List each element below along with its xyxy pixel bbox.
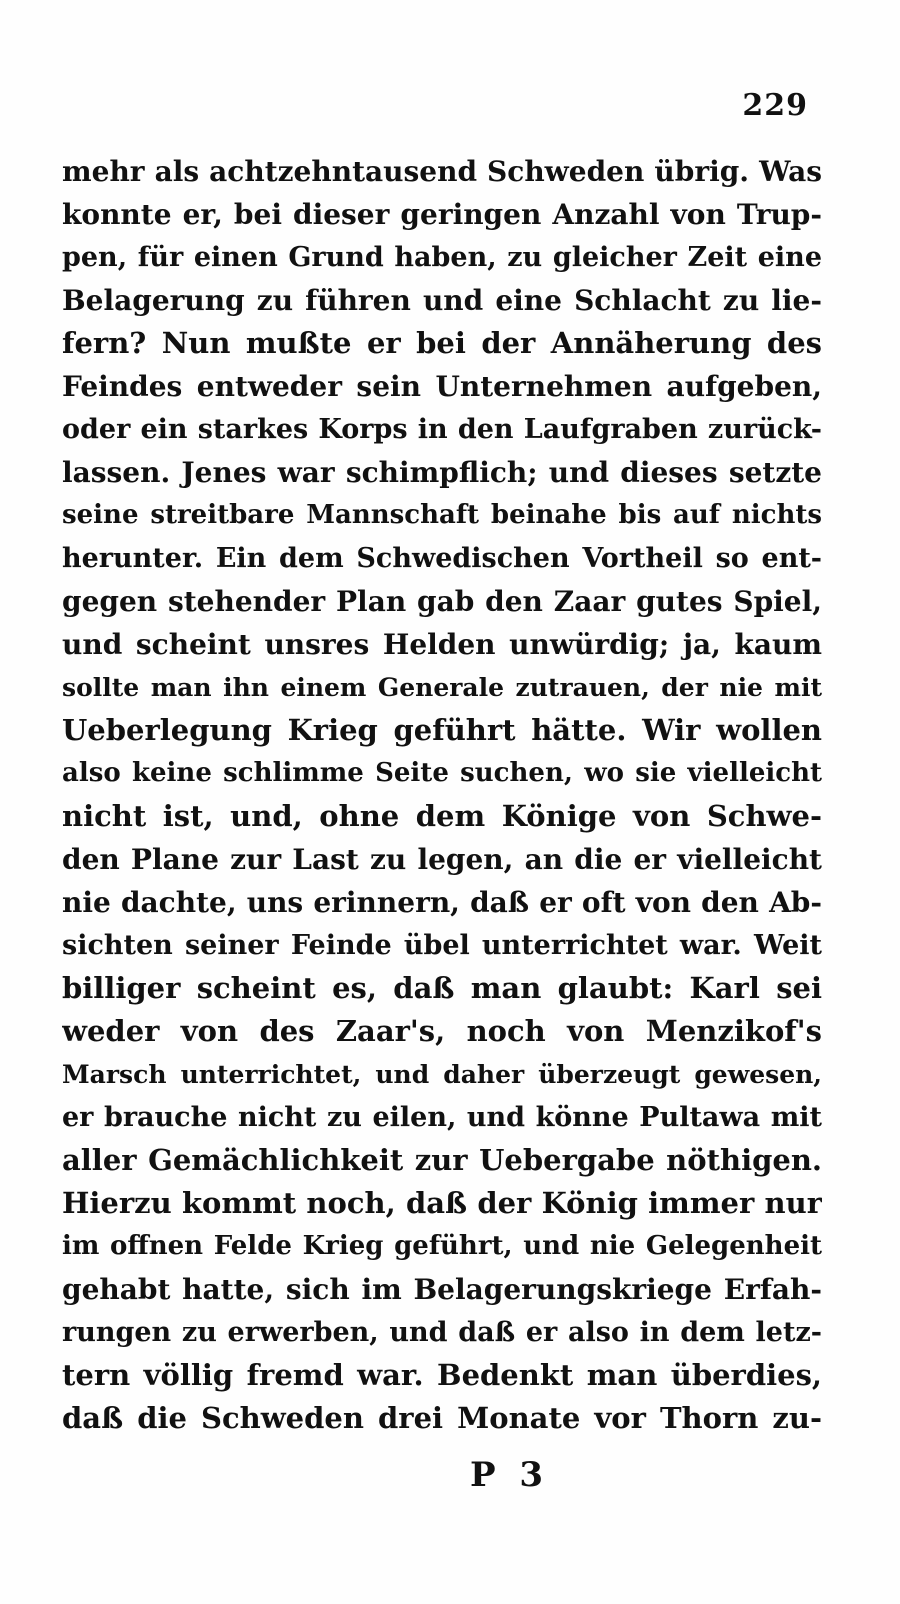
text-line: gehabt hatte, sich im Belagerungskriege Erfah- bbox=[62, 1273, 822, 1306]
text-line: also keine schlimme Seite suchen, wo sie vielleicht bbox=[62, 758, 822, 788]
text-line: fern? Nun mußte er bei der Annäherung des bbox=[62, 326, 822, 360]
text-line: Marsch unterrichtet, und daher überzeugt gewesen, bbox=[62, 1060, 822, 1089]
text-line: weder von des Zaar's, noch von Menzikof's bbox=[62, 1014, 822, 1048]
text-line: sichten seiner Feinde übel unterrichtet war. Weit bbox=[62, 930, 822, 961]
text-line: den Plane zur Last zu legen, an die er vielleicht bbox=[62, 843, 822, 876]
text-line: herunter. Ein dem Schwedischen Vortheil so ent- bbox=[62, 543, 822, 574]
text-line: sollte man ihn einem Generale zutrauen, der nie mit bbox=[62, 673, 822, 702]
text-line: pen, für einen Grund haben, zu gleicher Zeit eine bbox=[62, 242, 822, 273]
text-line: billiger scheint es, daß man glaubt: Karl sei bbox=[62, 971, 822, 1005]
signature-mark: P 3 bbox=[470, 1455, 550, 1495]
text-line: oder ein starkes Korps in den Laufgraben zurück- bbox=[62, 414, 822, 445]
text-line: Feindes entweder sein Unternehmen aufgeben, bbox=[62, 370, 822, 403]
text-line: im offnen Felde Krieg geführt, und nie Gelegenheit bbox=[62, 1231, 822, 1261]
text-line: mehr als achtzehntausend Schweden übrig. Was bbox=[62, 155, 822, 188]
text-line: nie dachte, uns erinnern, daß er oft von den Ab- bbox=[62, 886, 822, 919]
text-line: rungen zu erwerben, und daß er also in dem letz- bbox=[62, 1317, 822, 1348]
text-line: daß die Schweden drei Monate vor Thorn zu- bbox=[62, 1401, 822, 1435]
text-line: nicht ist, und, ohne dem Könige von Schwe- bbox=[62, 799, 822, 833]
text-line: Hierzu kommt noch, daß der König immer nur bbox=[62, 1186, 822, 1220]
text-line: tern völlig fremd war. Bedenkt man überdies, bbox=[62, 1358, 822, 1392]
text-line: er brauche nicht zu eilen, und könne Pultawa mit bbox=[62, 1102, 822, 1133]
text-line: gegen stehender Plan gab den Zaar gutes Spiel, bbox=[62, 585, 822, 618]
text-line: seine streitbare Mannschaft beinahe bis auf nichts bbox=[62, 500, 822, 530]
text-line: aller Gemächlichkeit zur Uebergabe nöthigen. bbox=[62, 1143, 822, 1177]
body-text bbox=[62, 150, 822, 1440]
text-line: Belagerung zu führen und eine Schlacht zu lie- bbox=[62, 284, 822, 317]
text-line: lassen. Jenes war schimpflich; und dieses setzte bbox=[62, 456, 822, 489]
page-number: 229 bbox=[742, 88, 808, 123]
text-line: konnte er, bei dieser geringen Anzahl von Trup- bbox=[62, 198, 822, 231]
text-line: und scheint unsres Helden unwürdig; ja, kaum bbox=[62, 628, 822, 661]
text-line: Ueberlegung Krieg geführt hätte. Wir wollen bbox=[62, 713, 822, 747]
